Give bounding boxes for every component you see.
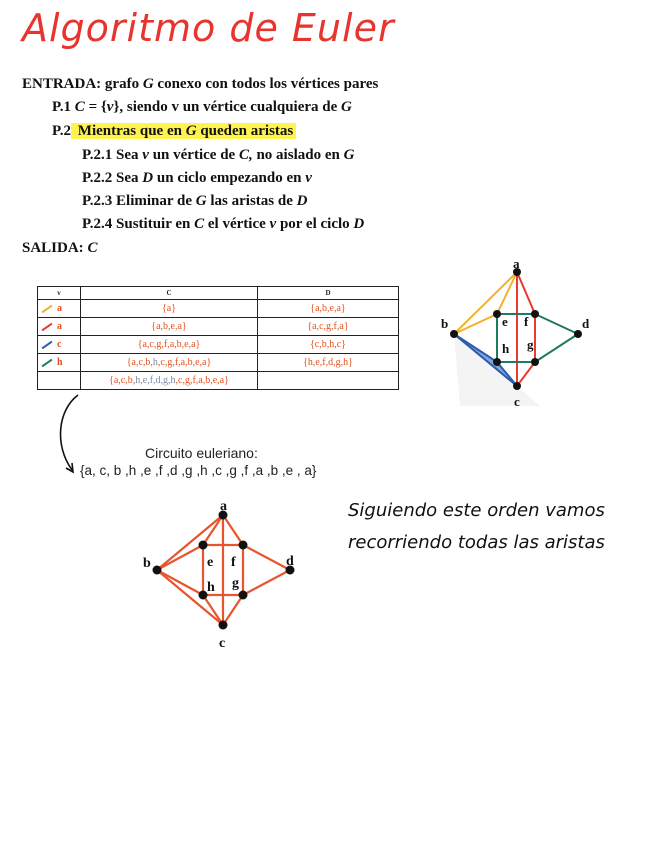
edge-b-e [454,314,497,334]
cell-c-part: {a,c,b, [109,375,136,386]
cell-c: {a} [81,300,258,318]
edge-b-c [157,570,223,625]
blue-stroke-icon [42,340,53,349]
cell-d [258,372,399,390]
table-row [38,318,399,336]
vertex-e [493,310,501,318]
cell-d: {a,b,e,a} [258,300,399,318]
cell-c-part-highlight: h,e,f,d,g,h [135,375,176,386]
p21-c: C, [238,147,253,163]
label-c: c [514,394,520,409]
label-f: f [231,555,236,570]
edge-f-a [517,272,535,314]
step-p21 [82,147,354,164]
green-stroke-icon [42,358,53,367]
p23-label: P.2.3 Eliminar de [82,193,196,209]
cell-c-part-highlight: h [152,357,158,368]
label-e: e [207,555,214,570]
step-p2 [52,123,296,140]
step-p23 [82,193,307,210]
circuit-sequence: {a, c, b ,h ,e ,f ,d ,g ,h ,c ,g ,f ,a ,b ,e , a} [80,463,317,478]
vertex-g [531,358,539,366]
p24-v: v [269,216,277,232]
cell-c [81,372,258,390]
edge-b-e [157,545,203,570]
cell-c-part: ,c,g,f,a,b,e,a} [157,357,212,368]
table-row [38,372,399,390]
cell-c-part: ,c,g,f,a,b,e,a} [175,375,229,386]
p24-post: por el ciclo [276,216,354,232]
cell-d: {h,e,f,d,g,h} [258,354,399,372]
arrow-path [61,395,78,470]
edge-c-g [517,362,535,386]
label-b: b [441,316,449,331]
entrada-line [22,76,378,93]
p23-d: D [296,193,308,209]
edge-f-d [243,545,290,570]
yellow-stroke-icon [42,304,53,313]
euler-graph [140,495,310,660]
label-e: e [502,314,508,329]
table-header-row [38,287,399,300]
cell-v-text: a [57,303,62,314]
cell-c: {a,b,e,a} [81,318,258,336]
cell-v [38,336,81,354]
vertex-g [239,591,248,600]
header-c: C [81,287,258,300]
vertex-b [153,566,162,575]
label-g: g [232,576,239,591]
entrada-text-post: conexo con todos los vértices pares [153,76,379,92]
edge-f-d [535,314,578,334]
step-p1 [52,99,352,116]
vertex-h [493,358,501,366]
p21-v: v [142,147,149,163]
cell-v [38,354,81,372]
edge-g-c [223,595,243,625]
header-v: v [38,287,81,300]
header-d: D [258,287,399,300]
vertex-c [513,382,521,390]
vertex-c [219,621,228,630]
step-p24 [82,216,364,233]
page-title: Algoritmo de Euler [22,6,395,50]
p2-g: G [185,123,197,139]
p1-post: }, siendo v un vértice cualquiera de [113,99,342,115]
p1-v: v [106,99,114,115]
p22-post: un ciclo empezando en [153,170,306,186]
p21-mid: un vértice de [148,147,239,163]
entrada-label: ENTRADA: [22,76,102,92]
vertex-f [239,541,248,550]
p23-g: G [195,193,207,209]
p22-d: D [142,170,154,186]
label-d: d [582,316,590,331]
cell-v-text: h [57,357,63,368]
colored-graph [430,258,620,418]
table-row [38,300,399,318]
label-a: a [513,258,520,271]
vertex-f [531,310,539,318]
cell-v [38,300,81,318]
p1-label: P.1 [52,99,75,115]
label-h: h [207,580,215,595]
circuit-label: Circuito euleriano: [145,445,258,461]
label-f: f [524,314,529,329]
edge-b-h [157,570,203,595]
label-g: g [527,337,534,352]
red-stroke-icon [42,322,53,331]
label-h: h [502,341,510,356]
p24-d: D [353,216,365,232]
label-a: a [220,499,227,514]
p1-mid: = { [84,99,107,115]
p24-c: C [194,216,205,232]
entrada-g: G [142,76,154,92]
cell-c-part: {a,c,b, [126,357,153,368]
p2-pre: Mientras que en [74,123,186,139]
salida-c: C [87,240,98,256]
note-line-1: Siguiendo este orden vamos [348,500,605,521]
entrada-text: grafo [101,76,143,92]
edge-d-g [535,334,578,362]
vertex-b [450,330,458,338]
vertex-d [574,330,582,338]
edge-d-g [243,570,290,595]
p1-c: C [74,99,85,115]
label-c: c [219,636,226,651]
label-b: b [143,556,151,571]
cell-d: {a,c,g,f,a} [258,318,399,336]
p21-g: G [343,147,355,163]
cell-v-text: c [57,339,62,350]
cell-v [38,372,81,390]
table-row [38,336,399,354]
p2-highlight [71,123,296,139]
vertex-e [199,541,208,550]
note-line-2: recorriendo todas las aristas [348,532,605,553]
p24-mid: el vértice [204,216,270,232]
p21-post: no aislado en [252,147,344,163]
step-p22 [82,170,312,187]
euler-steps-table [37,286,399,390]
cell-d: {c,b,h,c} [258,336,399,354]
p22-v: v [305,170,312,186]
cell-c [81,354,258,372]
cell-v [38,318,81,336]
p23-post: las aristas de [206,193,297,209]
salida-label: SALIDA: [22,240,84,256]
p24-label: P.2.4 Sustituir en [82,216,195,232]
p2-post: queden aristas [196,123,294,139]
salida-line [22,240,97,257]
edge-e-a [497,272,517,314]
p1-g: G [341,99,352,115]
p2-label: P.2 [52,123,72,139]
edge-a-f [223,515,243,545]
cell-c: {a,c,g,f,a,b,e,a} [81,336,258,354]
p21-label: P.2.1 Sea [82,147,143,163]
label-d: d [286,554,294,569]
table-row [38,354,399,372]
p22-label: P.2.2 Sea [82,170,143,186]
cell-v-text: a [57,321,62,332]
